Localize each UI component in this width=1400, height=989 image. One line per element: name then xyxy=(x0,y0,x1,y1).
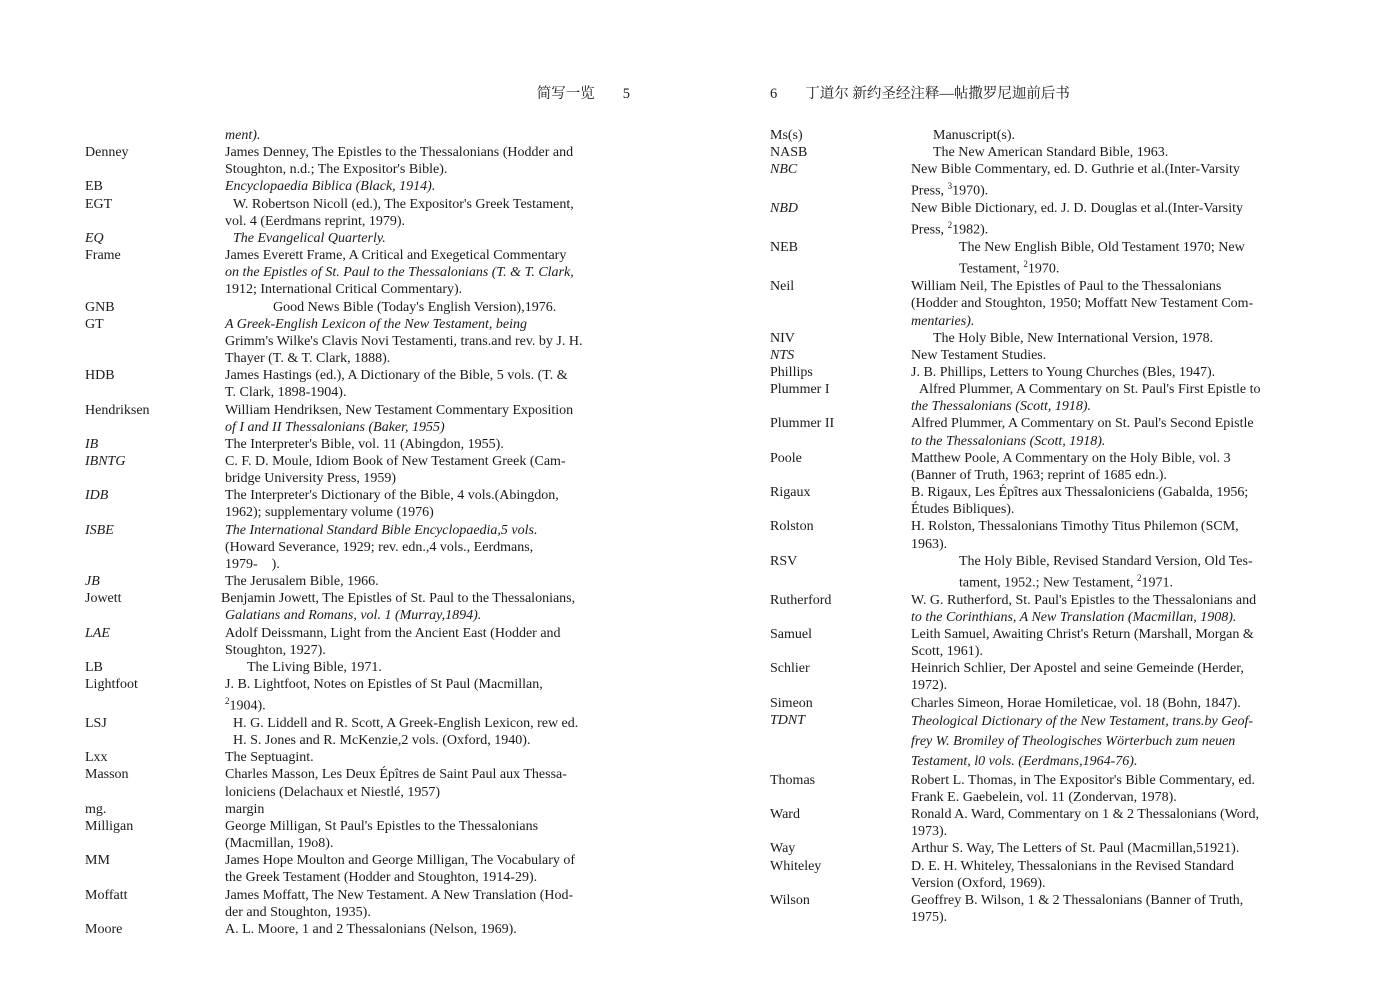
page-header xyxy=(770,82,1070,103)
list-item xyxy=(85,402,625,436)
abbreviation: HDB xyxy=(85,368,115,384)
reference-text: Geoffrey B. Wilson, 1 & 2 Thessalonians (Banner of Truth, 1975). xyxy=(911,892,1244,926)
list-item xyxy=(85,230,625,247)
header-title: 简写一览 xyxy=(536,86,595,102)
abbreviation: Milligan xyxy=(85,818,134,834)
reference-text: Charles Masson, Les Deux Épîtres de Saint Paul aux Thessa- loniciens (Delachaux et Niestlé, 1957) xyxy=(225,767,567,800)
list-item xyxy=(770,806,1310,840)
list-item xyxy=(770,553,1310,592)
abbreviation: IBNTG xyxy=(85,453,126,469)
continuation-line: ment). xyxy=(225,128,261,143)
abbreviation: LB xyxy=(85,659,103,675)
abbreviation: Wilson xyxy=(770,892,810,908)
page-number: 5 xyxy=(622,86,630,102)
abbreviation: Simeon xyxy=(770,695,813,711)
abbreviation: Moffatt xyxy=(85,887,128,903)
page-number: 6 xyxy=(770,86,778,102)
list-item xyxy=(85,367,625,401)
list-item xyxy=(770,484,1310,518)
reference-text: The Living Bible, 1971. xyxy=(247,659,382,675)
reference-text: William Hendriksen, New Testament Commentary Exposition of I and II Thessalonians (Baker, 1955) xyxy=(225,402,574,435)
reference-text: Good News Bible (Today's English Version),1976. xyxy=(273,299,557,315)
list-item xyxy=(85,590,625,624)
abbreviation: Thomas xyxy=(770,772,816,788)
reference-text: J. B. Phillips, Letters to Young Churches (Bles, 1947). xyxy=(911,365,1216,380)
abbreviation: Samuel xyxy=(770,627,812,642)
list-item xyxy=(770,892,1310,926)
reference-text: Alfred Plummer, A Commentary on St. Paul's First Epistle to the Thessalonians (Scott, 1918). xyxy=(911,382,1261,415)
list-item xyxy=(85,487,625,521)
list-item xyxy=(85,659,625,676)
reference-text: Leith Samuel, Awaiting Christ's Return (Marshall, Morgan & Scott, 1961). xyxy=(911,627,1254,660)
list-item xyxy=(85,852,625,886)
abbreviation: TDNT xyxy=(770,712,806,728)
reference-text: New Bible Commentary, ed. D. Guthrie et al.(Inter-Varsity Press, $^3$1970). xyxy=(911,162,1240,200)
reference-text: James Everett Frame, A Critical and Exegetical Commentary on the Epistles of St. Paul to the Thessalonians (T. & T. Clark, 1912; International Critical Commentary). xyxy=(225,248,574,298)
reference-text: The Evangelical Quarterly. xyxy=(233,230,386,246)
list-item xyxy=(85,436,625,453)
abbreviation-list xyxy=(85,127,625,938)
reference-text: The International Standard Bible Encyclopaedia,5 vols. (Howard Severance, 1929; rev. edn.,4 vols., Eerdmans, 1979- ). xyxy=(225,522,538,572)
abbreviation: Plummer I xyxy=(770,382,830,398)
reference-text: The Holy Bible, New International Version, 1978. xyxy=(933,330,1214,346)
list-item xyxy=(85,625,625,659)
abbreviation: Phillips xyxy=(770,365,813,380)
reference-text: margin xyxy=(225,801,265,817)
reference-text: A Greek-English Lexicon of the New Testament, being Grimm's Wilke's Clavis Novi Testamenti, trans.and rev. by J. H. Thayer (T. & T. Clark, 1888). xyxy=(225,316,583,367)
abbreviation: NTS xyxy=(770,347,795,363)
abbreviation: Ward xyxy=(770,807,800,823)
right-page xyxy=(700,0,1400,989)
list-item xyxy=(770,364,1310,381)
abbreviation: Frame xyxy=(85,248,121,264)
reference-text: William Neil, The Epistles of Paul to the Thessalonians (Hodder and Stoughton, 1950; Moffatt New Testament Com- mentaries). xyxy=(911,279,1254,329)
list-item xyxy=(770,239,1310,278)
reference-text: The New English Bible, Old Testament 1970; New Testament, $^2$1970. xyxy=(959,240,1245,278)
reference-text: Theological Dictionary of the New Testament, trans.by Geof- frey W. Bromiley of Theologisches Wӧrterbuch zum neuen Testament, l0 vols. (Eerdmans,1964-76). xyxy=(911,713,1254,769)
abbreviation: Rutherford xyxy=(770,592,832,608)
abbreviation: Lightfoot xyxy=(85,677,138,692)
abbreviation: ISBE xyxy=(85,522,114,538)
abbreviation: mg. xyxy=(85,801,107,817)
list-item xyxy=(770,330,1310,347)
reference-text: Heinrich Schlier, Der Apostel and seine Gemeinde (Herder, 1972). xyxy=(911,661,1244,694)
abbreviation: RSV xyxy=(770,553,798,569)
abbreviation: Moore xyxy=(85,921,123,937)
list-item xyxy=(770,660,1310,694)
list-item xyxy=(85,247,625,298)
list-item xyxy=(85,316,625,367)
abbreviation-list xyxy=(770,127,1310,926)
abbreviation: LAE xyxy=(85,625,110,641)
list-item xyxy=(770,200,1310,239)
list-item xyxy=(770,772,1310,806)
list-item xyxy=(770,518,1310,552)
abbreviation: Plummer II xyxy=(770,416,835,432)
list-item xyxy=(85,676,625,715)
abbreviation: Masson xyxy=(85,767,129,783)
reference-text: Alfred Plummer, A Commentary on St. Paul's Second Epistle to the Thessalonians (Scott, 1918). xyxy=(911,416,1254,449)
list-item xyxy=(85,818,625,852)
abbreviation: NASB xyxy=(770,145,808,161)
page-header xyxy=(537,82,630,103)
abbreviation: MM xyxy=(85,853,110,869)
list-item xyxy=(85,299,625,316)
list-item xyxy=(770,127,1310,144)
reference-text: The Septuagint. xyxy=(225,750,314,766)
list-item xyxy=(770,450,1310,484)
list-item xyxy=(85,178,625,195)
abbreviation: Whiteley xyxy=(770,858,822,874)
list-item xyxy=(85,453,625,487)
abbreviation: Jowett xyxy=(85,591,122,607)
abbreviation: NEB xyxy=(770,240,798,256)
abbreviation: Neil xyxy=(770,279,795,295)
reference-text: The Interpreter's Bible, vol. 11 (Abingdon, 1955). xyxy=(225,436,504,452)
list-item xyxy=(770,712,1310,772)
abbreviation: Ms(s) xyxy=(770,128,803,143)
list-item xyxy=(85,522,625,573)
reference-text: B. Rigaux, Les Épîtres aux Thessaloniciens (Gabalda, 1956; Études Bibliques). xyxy=(911,485,1249,518)
list-item xyxy=(85,573,625,590)
abbreviation: Way xyxy=(770,841,796,857)
abbreviation: Rigaux xyxy=(770,485,811,501)
reference-text: W. Robertson Nicoll (ed.), The Expositor's Greek Testament, vol. 4 (Eerdmans reprint, 1979). xyxy=(225,196,574,229)
reference-text: Ronald A. Ward, Commentary on 1 & 2 Thessalonians (Word, 1973). xyxy=(911,807,1259,840)
list-item xyxy=(85,749,625,766)
reference-text: A. L. Moore, 1 and 2 Thessalonians (Nelson, 1969). xyxy=(225,921,517,937)
abbreviation: EQ xyxy=(85,230,104,246)
reference-text: Adolf Deissmann, Light from the Ancient East (Hodder and Stoughton, 1927). xyxy=(225,625,561,658)
reference-text: H. G. Liddell and R. Scott, A Greek-English Lexicon, rew ed. H. S. Jones and R. McKenzie,2 vols. (Oxford, 1940). xyxy=(233,715,579,749)
abbreviation: GNB xyxy=(85,299,115,315)
abbreviation: LSJ xyxy=(85,715,107,731)
reference-text: James Denney, The Epistles to the Thessalonians (Hodder and Stoughton, n.d.; The Expositor's Bible). xyxy=(225,145,574,178)
reference-text: Arthur S. Way, The Letters of St. Paul (Macmillan,51921). xyxy=(911,841,1240,857)
abbreviation: JB xyxy=(85,574,100,590)
reference-text: D. E. H. Whiteley, Thessalonians in the Revised Standard Version (Oxford, 1969). xyxy=(911,858,1234,891)
list-item xyxy=(770,278,1310,329)
list-item xyxy=(85,921,625,938)
list-item xyxy=(770,347,1310,364)
header-title: 丁道尔 新约圣经注释—帖撒罗尼迦前后书 xyxy=(805,86,1070,102)
list-item xyxy=(770,144,1310,161)
reference-text: H. Rolston, Thessalonians Timothy Titus Philemon (SCM, 1963). xyxy=(911,519,1239,552)
list-item xyxy=(85,801,625,818)
abbreviation: Hendriksen xyxy=(85,402,150,418)
list-item xyxy=(770,592,1310,626)
reference-text: C. F. D. Moule, Idiom Book of New Testament Greek (Cam- bridge University Press, 1959) xyxy=(225,453,566,487)
abbreviation: NBC xyxy=(770,162,798,178)
abbreviation: NIV xyxy=(770,330,795,346)
reference-text: James Hastings (ed.), A Dictionary of the Bible, 5 vols. (T. & T. Clark, 1898-1904). xyxy=(225,368,568,401)
abbreviation: IDB xyxy=(85,488,109,504)
abbreviation: Denney xyxy=(85,145,129,161)
list-item xyxy=(770,626,1310,660)
list-item xyxy=(85,766,625,800)
reference-text: George Milligan, St Paul's Epistles to the Thessalonians (Macmillan, 19o8). xyxy=(225,818,539,852)
abbreviation: GT xyxy=(85,316,104,332)
reference-text: Charles Simeon, Horae Homileticae, vol. 18 (Bohn, 1847). xyxy=(911,695,1241,711)
abbreviation: Lxx xyxy=(85,750,108,766)
reference-text: James Hope Moulton and George Milligan, The Vocabulary of the Greek Testament (Hodder and Stoughton, 1914-29). xyxy=(225,853,576,886)
reference-text: W. G. Rutherford, St. Paul's Epistles to the Thessalonians and to the Corinthians, A New Translation (Macmillan, 1908). xyxy=(911,592,1257,625)
list-item xyxy=(770,161,1310,200)
list-item xyxy=(770,381,1310,415)
abbreviation: NBD xyxy=(770,201,798,217)
abbreviation: Schlier xyxy=(770,661,810,677)
reference-text: The Holy Bible, Revised Standard Version, Old Tes- tament, 1952.; New Testament, $^2$1971. xyxy=(959,553,1253,591)
list-item xyxy=(85,196,625,230)
reference-text: Manuscript(s). xyxy=(933,128,1016,143)
list-item xyxy=(770,415,1310,449)
list-item xyxy=(770,858,1310,892)
list-item xyxy=(85,887,625,921)
reference-text: Encyclopaedia Biblica (Black, 1914). xyxy=(225,179,436,195)
abbreviation: Poole xyxy=(770,450,802,466)
reference-text: Benjamin Jowett, The Epistles of St. Paul to the Thessalonians, Galatians and Romans, vol. 1 (Murray,1894). xyxy=(221,591,576,624)
abbreviation: Rolston xyxy=(770,519,814,535)
list-item xyxy=(770,840,1310,857)
reference-text: The Jerusalem Bible, 1966. xyxy=(225,574,379,590)
abbreviation: EB xyxy=(85,179,103,195)
abbreviation: EGT xyxy=(85,196,113,212)
reference-text: The New American Standard Bible, 1963. xyxy=(933,145,1169,161)
reference-text: Robert L. Thomas, in The Expositor's Bible Commentary, ed. Frank E. Gaebelein, vol. 11 (Zondervan, 1978). xyxy=(911,772,1256,805)
list-item xyxy=(85,715,625,749)
reference-text: James Moffatt, The New Testament. A New Translation (Hod- der and Stoughton, 1935). xyxy=(225,887,574,920)
reference-text: New Testament Studies. xyxy=(911,347,1047,363)
reference-text: Matthew Poole, A Commentary on the Holy Bible, vol. 3 (Banner of Truth, 1963; reprint of 1685 edn.). xyxy=(911,450,1231,483)
reference-text: New Bible Dictionary, ed. J. D. Douglas et al.(Inter-Varsity Press, $^2$1982). xyxy=(911,201,1244,239)
reference-text: J. B. Lightfoot, Notes on Epistles of St Paul (Macmillan, $^2$1904). xyxy=(225,677,543,714)
reference-text: The Interpreter's Dictionary of the Bible, 4 vols.(Abingdon, 1962); supplementary volume (1976) xyxy=(225,488,559,521)
abbreviation: IB xyxy=(85,436,99,452)
list-item xyxy=(770,695,1310,712)
list-item xyxy=(85,144,625,178)
